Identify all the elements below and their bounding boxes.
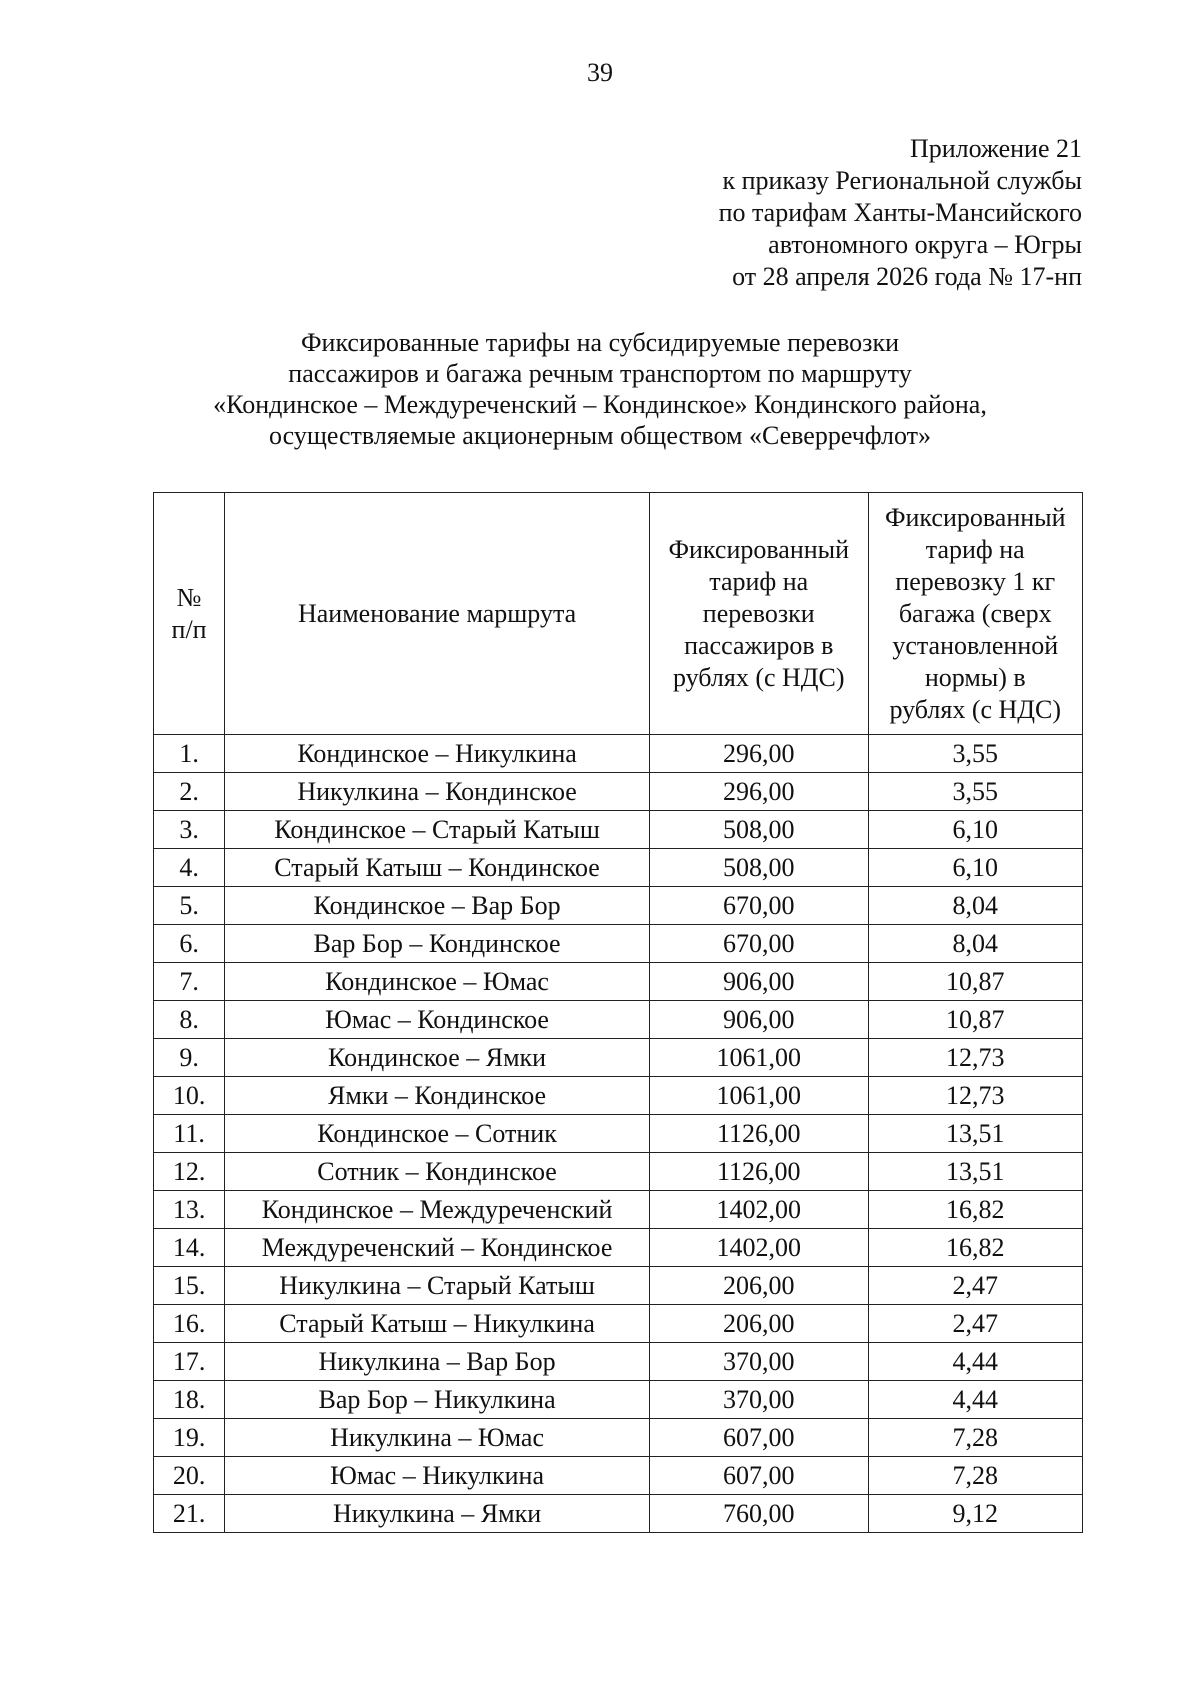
row-number: 19.	[154, 1419, 225, 1457]
table-row	[154, 1305, 1083, 1343]
route-name: Кондинское – Старый Катыш	[225, 811, 650, 849]
passenger-tariff: 906,00	[650, 963, 869, 1001]
passenger-tariff: 370,00	[650, 1343, 869, 1381]
baggage-tariff: 9,12	[868, 1495, 1082, 1533]
table-row	[154, 811, 1083, 849]
route-name: Сотник – Кондинское	[225, 1153, 650, 1191]
baggage-tariff: 12,73	[868, 1039, 1082, 1077]
route-name: Междуреченский – Кондинское	[225, 1229, 650, 1267]
header-line: тариф на	[925, 534, 1025, 564]
header-route: Наименование маршрута	[225, 493, 650, 735]
baggage-tariff: 3,55	[868, 735, 1082, 773]
header-line: нормы) в	[924, 662, 1026, 692]
row-number: 18.	[154, 1381, 225, 1419]
appendix-line: Приложение 21	[909, 134, 1082, 163]
passenger-tariff: 670,00	[650, 925, 869, 963]
route-name: Никулкина – Вар Бор	[225, 1343, 650, 1381]
row-number: 21.	[154, 1495, 225, 1533]
passenger-tariff: 1402,00	[650, 1229, 869, 1267]
route-name: Никулкина – Юмас	[225, 1419, 650, 1457]
header-line: Фиксированный	[884, 502, 1066, 532]
passenger-tariff: 206,00	[650, 1305, 869, 1343]
route-name: Никулкина – Ямки	[225, 1495, 650, 1533]
table-row	[154, 735, 1083, 773]
baggage-tariff: 16,82	[868, 1229, 1082, 1267]
header-line: тариф на	[709, 566, 809, 596]
header-line: перевозки	[702, 598, 815, 628]
passenger-tariff: 508,00	[650, 849, 869, 887]
document-title	[150, 327, 1050, 451]
passenger-tariff: 607,00	[650, 1457, 869, 1495]
passenger-tariff: 1126,00	[650, 1153, 869, 1191]
baggage-tariff: 2,47	[868, 1305, 1082, 1343]
passenger-tariff: 1126,00	[650, 1115, 869, 1153]
appendix-line: автономного округа – Югры	[768, 230, 1082, 259]
passenger-tariff: 670,00	[650, 887, 869, 925]
baggage-tariff: 3,55	[868, 773, 1082, 811]
row-number: 7.	[154, 963, 225, 1001]
row-number: 14.	[154, 1229, 225, 1267]
table-row	[154, 1457, 1083, 1495]
table-row	[154, 963, 1083, 1001]
header-number	[154, 493, 225, 735]
passenger-tariff: 1402,00	[650, 1191, 869, 1229]
route-name: Ямки – Кондинское	[225, 1077, 650, 1115]
baggage-tariff: 4,44	[868, 1343, 1082, 1381]
header-number-abbrev: п/п	[171, 614, 207, 644]
table-row	[154, 1267, 1083, 1305]
route-name: Вар Бор – Никулкина	[225, 1381, 650, 1419]
row-number: 10.	[154, 1077, 225, 1115]
row-number: 2.	[154, 773, 225, 811]
baggage-tariff: 7,28	[868, 1419, 1082, 1457]
route-name: Кондинское – Ямки	[225, 1039, 650, 1077]
passenger-tariff: 370,00	[650, 1381, 869, 1419]
header-line: рублях (с НДС)	[889, 694, 1062, 724]
table-row	[154, 1039, 1083, 1077]
header-baggage-tariff	[868, 493, 1082, 735]
passenger-tariff: 296,00	[650, 735, 869, 773]
baggage-tariff: 8,04	[868, 925, 1082, 963]
row-number: 3.	[154, 811, 225, 849]
baggage-tariff: 2,47	[868, 1267, 1082, 1305]
header-line: Фиксированный	[668, 534, 850, 564]
table-row	[154, 1191, 1083, 1229]
header-line: пассажиров в	[684, 630, 834, 660]
row-number: 15.	[154, 1267, 225, 1305]
route-name: Кондинское – Междуреченский	[225, 1191, 650, 1229]
route-name: Никулкина – Старый Катыш	[225, 1267, 650, 1305]
baggage-tariff: 6,10	[868, 811, 1082, 849]
baggage-tariff: 7,28	[868, 1457, 1082, 1495]
passenger-tariff: 296,00	[650, 773, 869, 811]
row-number: 13.	[154, 1191, 225, 1229]
route-name: Вар Бор – Кондинское	[225, 925, 650, 963]
passenger-tariff: 906,00	[650, 1001, 869, 1039]
baggage-tariff: 10,87	[868, 963, 1082, 1001]
route-name: Старый Катыш – Кондинское	[225, 849, 650, 887]
row-number: 8.	[154, 1001, 225, 1039]
table-row	[154, 887, 1083, 925]
table-row	[154, 1153, 1083, 1191]
appendix-line: по тарифам Ханты-Мансийского	[718, 198, 1082, 227]
table-row	[154, 849, 1083, 887]
baggage-tariff: 6,10	[868, 849, 1082, 887]
table-row	[154, 1419, 1083, 1457]
header-passenger-tariff	[650, 493, 869, 735]
table-row	[154, 1229, 1083, 1267]
route-name: Кондинское – Никулкина	[225, 735, 650, 773]
route-name: Старый Катыш – Никулкина	[225, 1305, 650, 1343]
passenger-tariff: 508,00	[650, 811, 869, 849]
row-number: 9.	[154, 1039, 225, 1077]
table-row	[154, 1381, 1083, 1419]
baggage-tariff: 10,87	[868, 1001, 1082, 1039]
table-row	[154, 1077, 1083, 1115]
route-name: Кондинское – Сотник	[225, 1115, 650, 1153]
header-line: рублях (с НДС)	[672, 662, 845, 692]
row-number: 16.	[154, 1305, 225, 1343]
row-number: 20.	[154, 1457, 225, 1495]
row-number: 6.	[154, 925, 225, 963]
table-row	[154, 1001, 1083, 1039]
page-number: 39	[587, 58, 613, 87]
title-line: «Кондинское – Междуреченский – Кондинское» Кондинского района,	[213, 390, 987, 419]
table-row	[154, 1343, 1083, 1381]
route-name: Юмас – Кондинское	[225, 1001, 650, 1039]
header-line: перевозку 1 кг	[895, 566, 1056, 596]
table-row	[154, 773, 1083, 811]
baggage-tariff: 12,73	[868, 1077, 1082, 1115]
header-line: установленной	[892, 630, 1059, 660]
baggage-tariff: 4,44	[868, 1381, 1082, 1419]
row-number: 12.	[154, 1153, 225, 1191]
table-row	[154, 1115, 1083, 1153]
row-number: 1.	[154, 735, 225, 773]
passenger-tariff: 1061,00	[650, 1039, 869, 1077]
appendix-line: к приказу Региональной службы	[722, 166, 1082, 195]
baggage-tariff: 8,04	[868, 887, 1082, 925]
passenger-tariff: 760,00	[650, 1495, 869, 1533]
route-name: Кондинское – Юмас	[225, 963, 650, 1001]
row-number: 17.	[154, 1343, 225, 1381]
appendix-line: от 28 апреля 2026 года № 17-нп	[732, 262, 1082, 291]
route-name: Юмас – Никулкина	[225, 1457, 650, 1495]
tariff-table	[153, 492, 1083, 1533]
row-number: 5.	[154, 887, 225, 925]
table-row	[154, 925, 1083, 963]
title-line: Фиксированные тарифы на субсидируемые перевозки	[300, 328, 899, 357]
route-name: Никулкина – Кондинское	[225, 773, 650, 811]
baggage-tariff: 16,82	[868, 1191, 1082, 1229]
row-number: 11.	[154, 1115, 225, 1153]
passenger-tariff: 206,00	[650, 1267, 869, 1305]
table-header-row	[154, 493, 1083, 735]
row-number: 4.	[154, 849, 225, 887]
passenger-tariff: 1061,00	[650, 1077, 869, 1115]
baggage-tariff: 13,51	[868, 1153, 1082, 1191]
appendix-block	[719, 133, 1082, 293]
header-number-symbol: №	[176, 582, 202, 612]
baggage-tariff: 13,51	[868, 1115, 1082, 1153]
title-line: осуществляемые акционерным обществом «Северречфлот»	[268, 421, 932, 450]
route-name: Кондинское – Вар Бор	[225, 887, 650, 925]
table-row	[154, 1495, 1083, 1533]
header-line: багажа (сверх	[898, 598, 1052, 628]
title-line: пассажиров и багажа речным транспортом по маршруту	[288, 359, 912, 388]
passenger-tariff: 607,00	[650, 1419, 869, 1457]
